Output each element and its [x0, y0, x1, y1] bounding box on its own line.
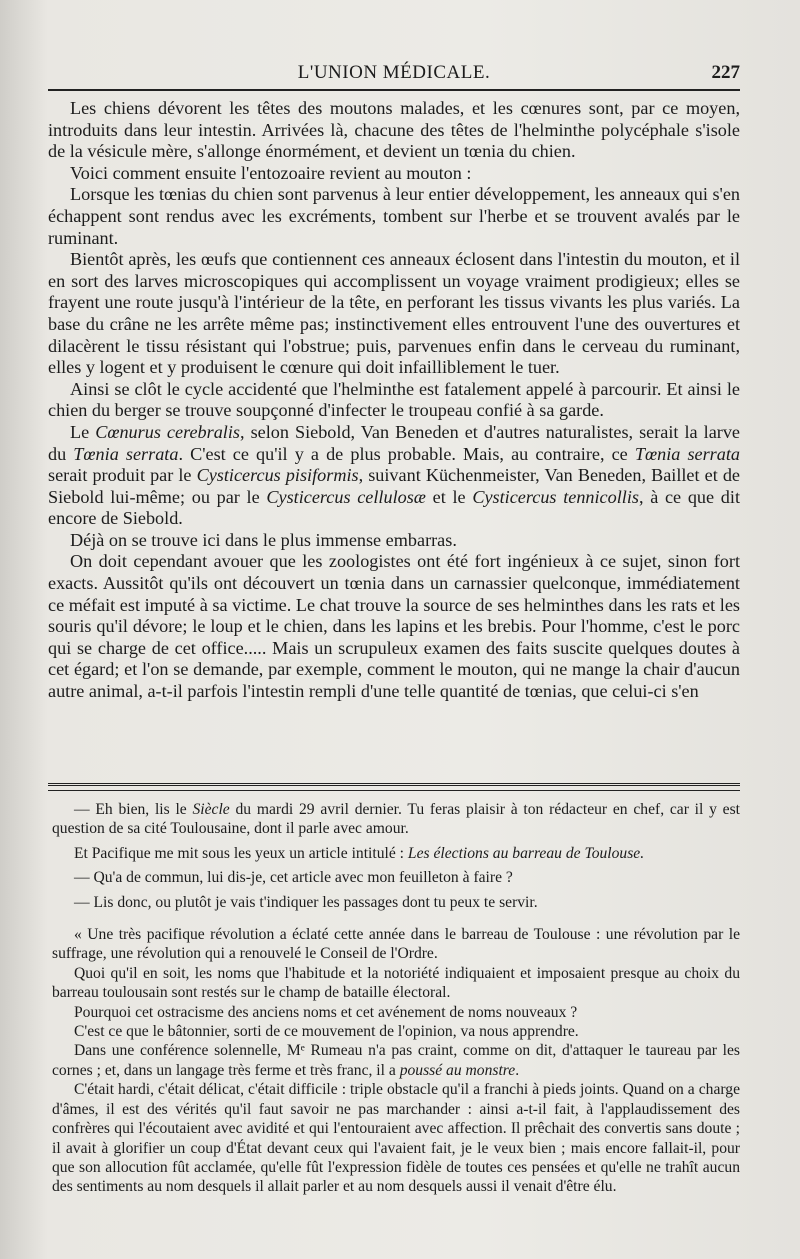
text-run: serait produit par le: [48, 465, 197, 486]
text-run: et le: [425, 486, 473, 507]
paragraph: C'est ce que le bâtonnier, sorti de ce mouvement de l'opinion, va nous apprendre.: [74, 1023, 579, 1041]
paragraph: « Une très pacifique révolution a éclaté cette année dans le barreau de Toulouse : une révolution par le suffrage, une révolution qui a renouvelé le Conseil de l'Ordre.: [52, 926, 740, 963]
text-run: .: [515, 1061, 520, 1079]
text-run: , selon Siebold, Van Beneden et d'autres naturalistes, serait la larve du: [48, 421, 740, 464]
text-run: , suivant Küchenmeister, Van Beneden, Baillet et de Siebold lui-même; ou par le: [48, 465, 740, 507]
paragraph: On doit cependant avouer que les zoologistes ont été fort ingénieux à ce sujet, sinon fort exacts. Aussitôt qu'ils ont découvert un tœnia dans un carnassier quelconque, immédiatement ce méfait est imputé à sa victime. Le chat trouve la source de ses helminthes dans les rats et les souris qu'il dévore; le loup et le chien, dans les lapins et les brebis. Pour l'homme, c'est le porc qui se charge de cet office..... Mais un scrupuleux examen des faits suscite quelques doutes à cet égard; et l'on se demande, par exemple, comment le mouton, qui ne mange la chair d'aucun autre animal, a-t-il parfois l'intestin rempli d'une telle quantité de tœnias, que celui-ci s'en: [48, 551, 740, 702]
paragraph: Pourquoi cet ostracisme des anciens noms et cet avénement de noms nouveaux ?: [74, 1003, 578, 1021]
text-run: Et Pacifique me mit sous les yeux un article intitulé :: [74, 844, 408, 862]
text-run: du mardi 29 avril dernier. Tu feras plaisir à ton rédacteur en chef, car il y est question de sa cité Toulousaine, dont il parle avec amour.: [52, 801, 740, 838]
text-run: Le: [70, 421, 96, 442]
paragraph: [52, 1041, 740, 1080]
paragraph: Voici comment ensuite l'entozoaire revient au mouton :: [70, 162, 472, 183]
article-title: Les élections au barreau de Toulouse.: [407, 844, 645, 862]
text-run: , à ce que dit encore de Siebold.: [48, 486, 740, 529]
paragraph: Bientôt après, les œufs que contiennent ces anneaux éclosent dans l'intestin du mouton, et il en sort des larves microscopiques qui accomplissent un voyage vraiment prodigieux; elles se frayent une route jusqu'à l'intérieur de la tête, en perforant les tissus vivants les plus variés. La base du crâne ne les arrête même pas; instinctivement elles entrouvent l'une des ouvertures et dilacèrent le tissu résistant qui l'obstrue; puis, parvenues enfin dans le cerveau du ruminant, elles y logent et y produisent le cœnure qui doit infailliblement le tuer.: [48, 249, 740, 378]
quoted-phrase: poussé au monstre: [399, 1061, 516, 1079]
paragraph: [52, 844, 740, 863]
paragraph: Les chiens dévorent les têtes des moutons malades, et les cœnures sont, par ce moyen, introduits dans leur intestin. Arrivées là, chacune des têtes de l'helminthe polycéphale s'isole de la vésicule mère, s'allonge énormément, et devient un tœnia du chien.: [48, 98, 740, 162]
main-text: [48, 98, 740, 703]
paragraph: Ainsi se clôt le cycle accidenté que l'helminthe est fatalement appelé à parcourir. Et ainsi le chien du berger se trouve soupçonné d'infecter le troupeau confié à sa garde.: [48, 378, 740, 421]
paragraph: — Lis donc, ou plutôt je vais t'indiquer les passages dont tu peux te servir.: [74, 893, 538, 911]
header-rule: [48, 89, 740, 91]
running-header: [48, 56, 740, 86]
feuilleton-separator: [48, 783, 740, 791]
species-name: Cœnurus cerebralis: [95, 421, 240, 442]
species-name: Cysticercus tennicollis: [472, 486, 639, 507]
paragraph: C'était hardi, c'était délicat, c'était difficile : triple obstacle qu'il a franchi à pieds joints. Quand on a charge d'âmes, il est des vérités qu'il faut savoir ne pas marchander : ainsi a-t-il fait, à l'applaudissement des confrères qui l'écoutaient avec avidité et qui l'entouraient avec affection. Il prêchait des convertis sans doute ; il avait à glorifier un coup d'État devant ceux qui l'avaient fait, je le veux bien ; mais encore fallait-il, pour que son allocution fût acclamée, qu'elle fût l'expression fidèle de toutes ces pensées et qu'elle ne trahît aucun des sentiments au nom desquels il allait parler et au nom desquels aussi il venait d'être élu.: [52, 1081, 740, 1196]
species-name: Cysticercus pisiformis: [196, 465, 359, 486]
paragraph: Lorsque les tœnias du chien sont parvenus à leur entier développement, les anneaux qui s'en échappent sont rendus avec les excréments, tombent sur l'herbe et se trouvent avalés par le ruminant.: [48, 184, 740, 248]
paragraph: [48, 422, 740, 530]
paragraph: Déjà on se trouve ici dans le plus immense embarras.: [70, 529, 457, 550]
text-run: Dans une conférence solennelle, Mᵉ Rumeau n'a pas craint, comme on dit, d'attaquer le taureau par les cornes ; et, dans un langage très ferme et très franc, il a: [52, 1042, 740, 1079]
journal-title: L'UNION MÉDICALE.: [297, 62, 491, 83]
species-name: Cysticercus cellulosæ: [266, 486, 426, 507]
species-name: Tœnia serrata: [73, 443, 179, 464]
species-name: Tœnia serrata: [634, 443, 740, 464]
paragraph: Quoi qu'il en soit, les noms que l'habitude et la notoriété indiquaient et imposaient presque au choix du barreau toulousain sont restés sur le champ de bataille électoral.: [52, 964, 740, 1002]
page-number: 227: [711, 62, 740, 83]
spacer: [52, 917, 740, 925]
paragraph: — Qu'a de commun, lui dis-je, cet article avec mon feuilleton à faire ?: [74, 869, 513, 887]
newspaper-title: Siècle: [192, 801, 230, 818]
feuilleton-text: [52, 800, 740, 1197]
text-run: . C'est ce qu'il y a de plus probable. Mais, au contraire, ce: [178, 443, 635, 464]
paragraph: [52, 800, 740, 839]
text-run: — Eh bien, lis le: [74, 801, 193, 818]
